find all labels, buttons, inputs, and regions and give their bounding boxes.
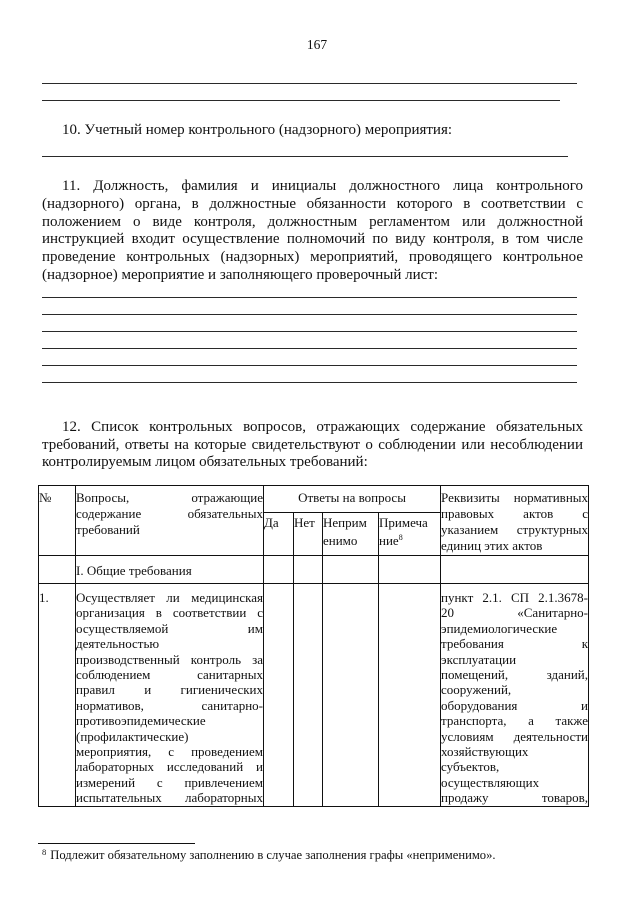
requisites-line: осуществляющих [441,774,540,790]
header-requisites-line: единиц этих актов [441,538,543,553]
requisites-text [441,590,588,806]
requisites-line: транспорта, а также [441,713,589,729]
item-10-label: 10. Учетный номер контрольного (надзорного) мероприятия: [62,122,453,138]
answer-note-cell [379,584,441,807]
table-header-row [39,486,589,513]
header-questions [76,490,263,538]
footnote-reference: 8 [398,533,403,542]
row-num: 1. [39,590,49,605]
section-title-cell [76,556,264,584]
answer-yes-cell [264,556,294,584]
requisites-cell [441,556,589,584]
header-requisites-line: правовых актов с [441,506,589,521]
section-num-cell [39,556,76,584]
requisites-line: требования к [441,636,589,652]
requisites-cell [441,584,589,807]
row-num-cell [39,584,76,807]
header-yes-cell [264,513,294,556]
requisites-line: помещений, зданий, [441,667,589,683]
item-12-line: требований, ответы на которые свидетельствуют о соблюдении или несоблюдении [42,436,583,453]
header-questions-line: Вопросы, отражающие [76,490,263,505]
header-questions-line: содержание обязательных [76,506,263,521]
question-line: испытательных лабораторных [76,790,263,806]
question-text [76,590,263,806]
requisites-line: эпидемиологические [441,620,558,636]
header-no: Нет [294,515,315,530]
item-12-paragraph [42,419,583,472]
section-title: I. Общие требования [76,563,192,578]
section-row [39,556,589,584]
header-note-cell [379,513,441,556]
question-line: деятельностью [76,636,160,652]
question-line: лабораторных исследований и [76,759,263,775]
answer-note-cell [379,556,441,584]
question-line: (профилактические) [76,728,189,744]
question-line: осуществляемой им [76,620,263,636]
footnote-separator [38,843,195,844]
header-questions-cell [76,486,264,556]
question-line: организация в соответствии с [76,605,263,621]
header-not-applicable-line: енимо [323,533,358,548]
item-12-line: контролируемым лицом обязательных требований: [42,454,368,470]
question-line: мероприятия, с проведением [76,744,263,760]
requisites-line: условиям деятельности [441,728,589,744]
question-line: соблюдением санитарных [76,667,263,683]
header-not-applicable-cell [323,513,379,556]
fill-line [42,297,577,298]
requisites-line: 20 «Санитарно- [441,605,589,621]
fill-line [42,83,577,84]
header-requisites [441,490,588,554]
header-num: № [39,490,52,505]
fill-line [42,100,560,101]
requisites-line: оборудования и [441,697,589,713]
header-not-applicable-line: Неприм [323,515,367,530]
question-cell [76,584,264,807]
header-requisites-line: Реквизиты нормативных [441,490,589,505]
header-num-cell [39,486,76,556]
requisites-line: эксплуатации [441,651,517,667]
answer-no-cell [294,556,323,584]
item-11-line: (надзорного) органа, в должностные обязанности которого в соответствии с [42,195,583,212]
answer-not-applicable-cell [323,556,379,584]
question-line: противоэпидемические [76,713,206,729]
item-11-line: положением о виде контроля, должностным регламентом или должностной [42,213,583,230]
header-questions-line: требований [76,522,140,537]
requisites-line: продажу товаров, [441,790,589,806]
answer-no-cell [294,584,323,807]
item-11-paragraph [42,178,583,285]
question-line: производственный контроль за [76,651,263,667]
footnote-mark: 8 [42,847,47,857]
item-11-line: инструкцией входит осуществление полномочий по виду контроля, в том числе [42,231,583,248]
header-answers: Ответы на вопросы [298,490,406,505]
header-note-line: Примеча [379,515,428,530]
header-no-cell [294,513,323,556]
question-line: нормативов, санитарно- [76,697,263,713]
table-row [39,584,589,807]
question-line: Осуществляет ли медицинская [76,590,263,605]
answer-not-applicable-cell [323,584,379,807]
header-answers-cell [264,486,441,513]
header-requisites-cell [441,486,589,556]
question-line: правил и гигиенических [76,682,263,698]
fill-line [42,314,577,315]
requisites-line: субъектов, [441,759,500,775]
header-yes: Да [264,515,279,530]
requisites-line: сооружений, [441,682,512,698]
header-note-text: ние [379,533,399,548]
fill-line [42,156,568,157]
fill-line [42,382,577,383]
item-11-line: 11. Должность, фамилия и инициалы должностного лица контрольного [62,178,583,194]
fill-line [42,365,577,366]
checklist-table [38,485,589,807]
footnote [42,847,496,863]
requisites-line: пункт 2.1. СП 2.1.3678- [441,590,589,605]
page-number: 167 [306,37,328,52]
item-11-line: проведение контрольных (надзорных) мероприятий, проводящего контрольное [42,249,583,266]
footnote-text: Подлежит обязательному заполнению в случае заполнения графы «неприменимо». [50,848,496,862]
fill-line [42,348,577,349]
header-requisites-line: указанием структурных [441,522,589,537]
requisites-line: хозяйствующих [441,744,529,760]
item-12-line: 12. Список контрольных вопросов, отражающих содержание обязательных [62,419,583,435]
question-line: измерений с привлечением [76,774,263,790]
header-note-line [379,532,440,550]
item-11-line: (надзорное) мероприятие и заполняющего проверочный лист: [42,266,438,283]
fill-line [42,331,577,332]
answer-yes-cell [264,584,294,807]
